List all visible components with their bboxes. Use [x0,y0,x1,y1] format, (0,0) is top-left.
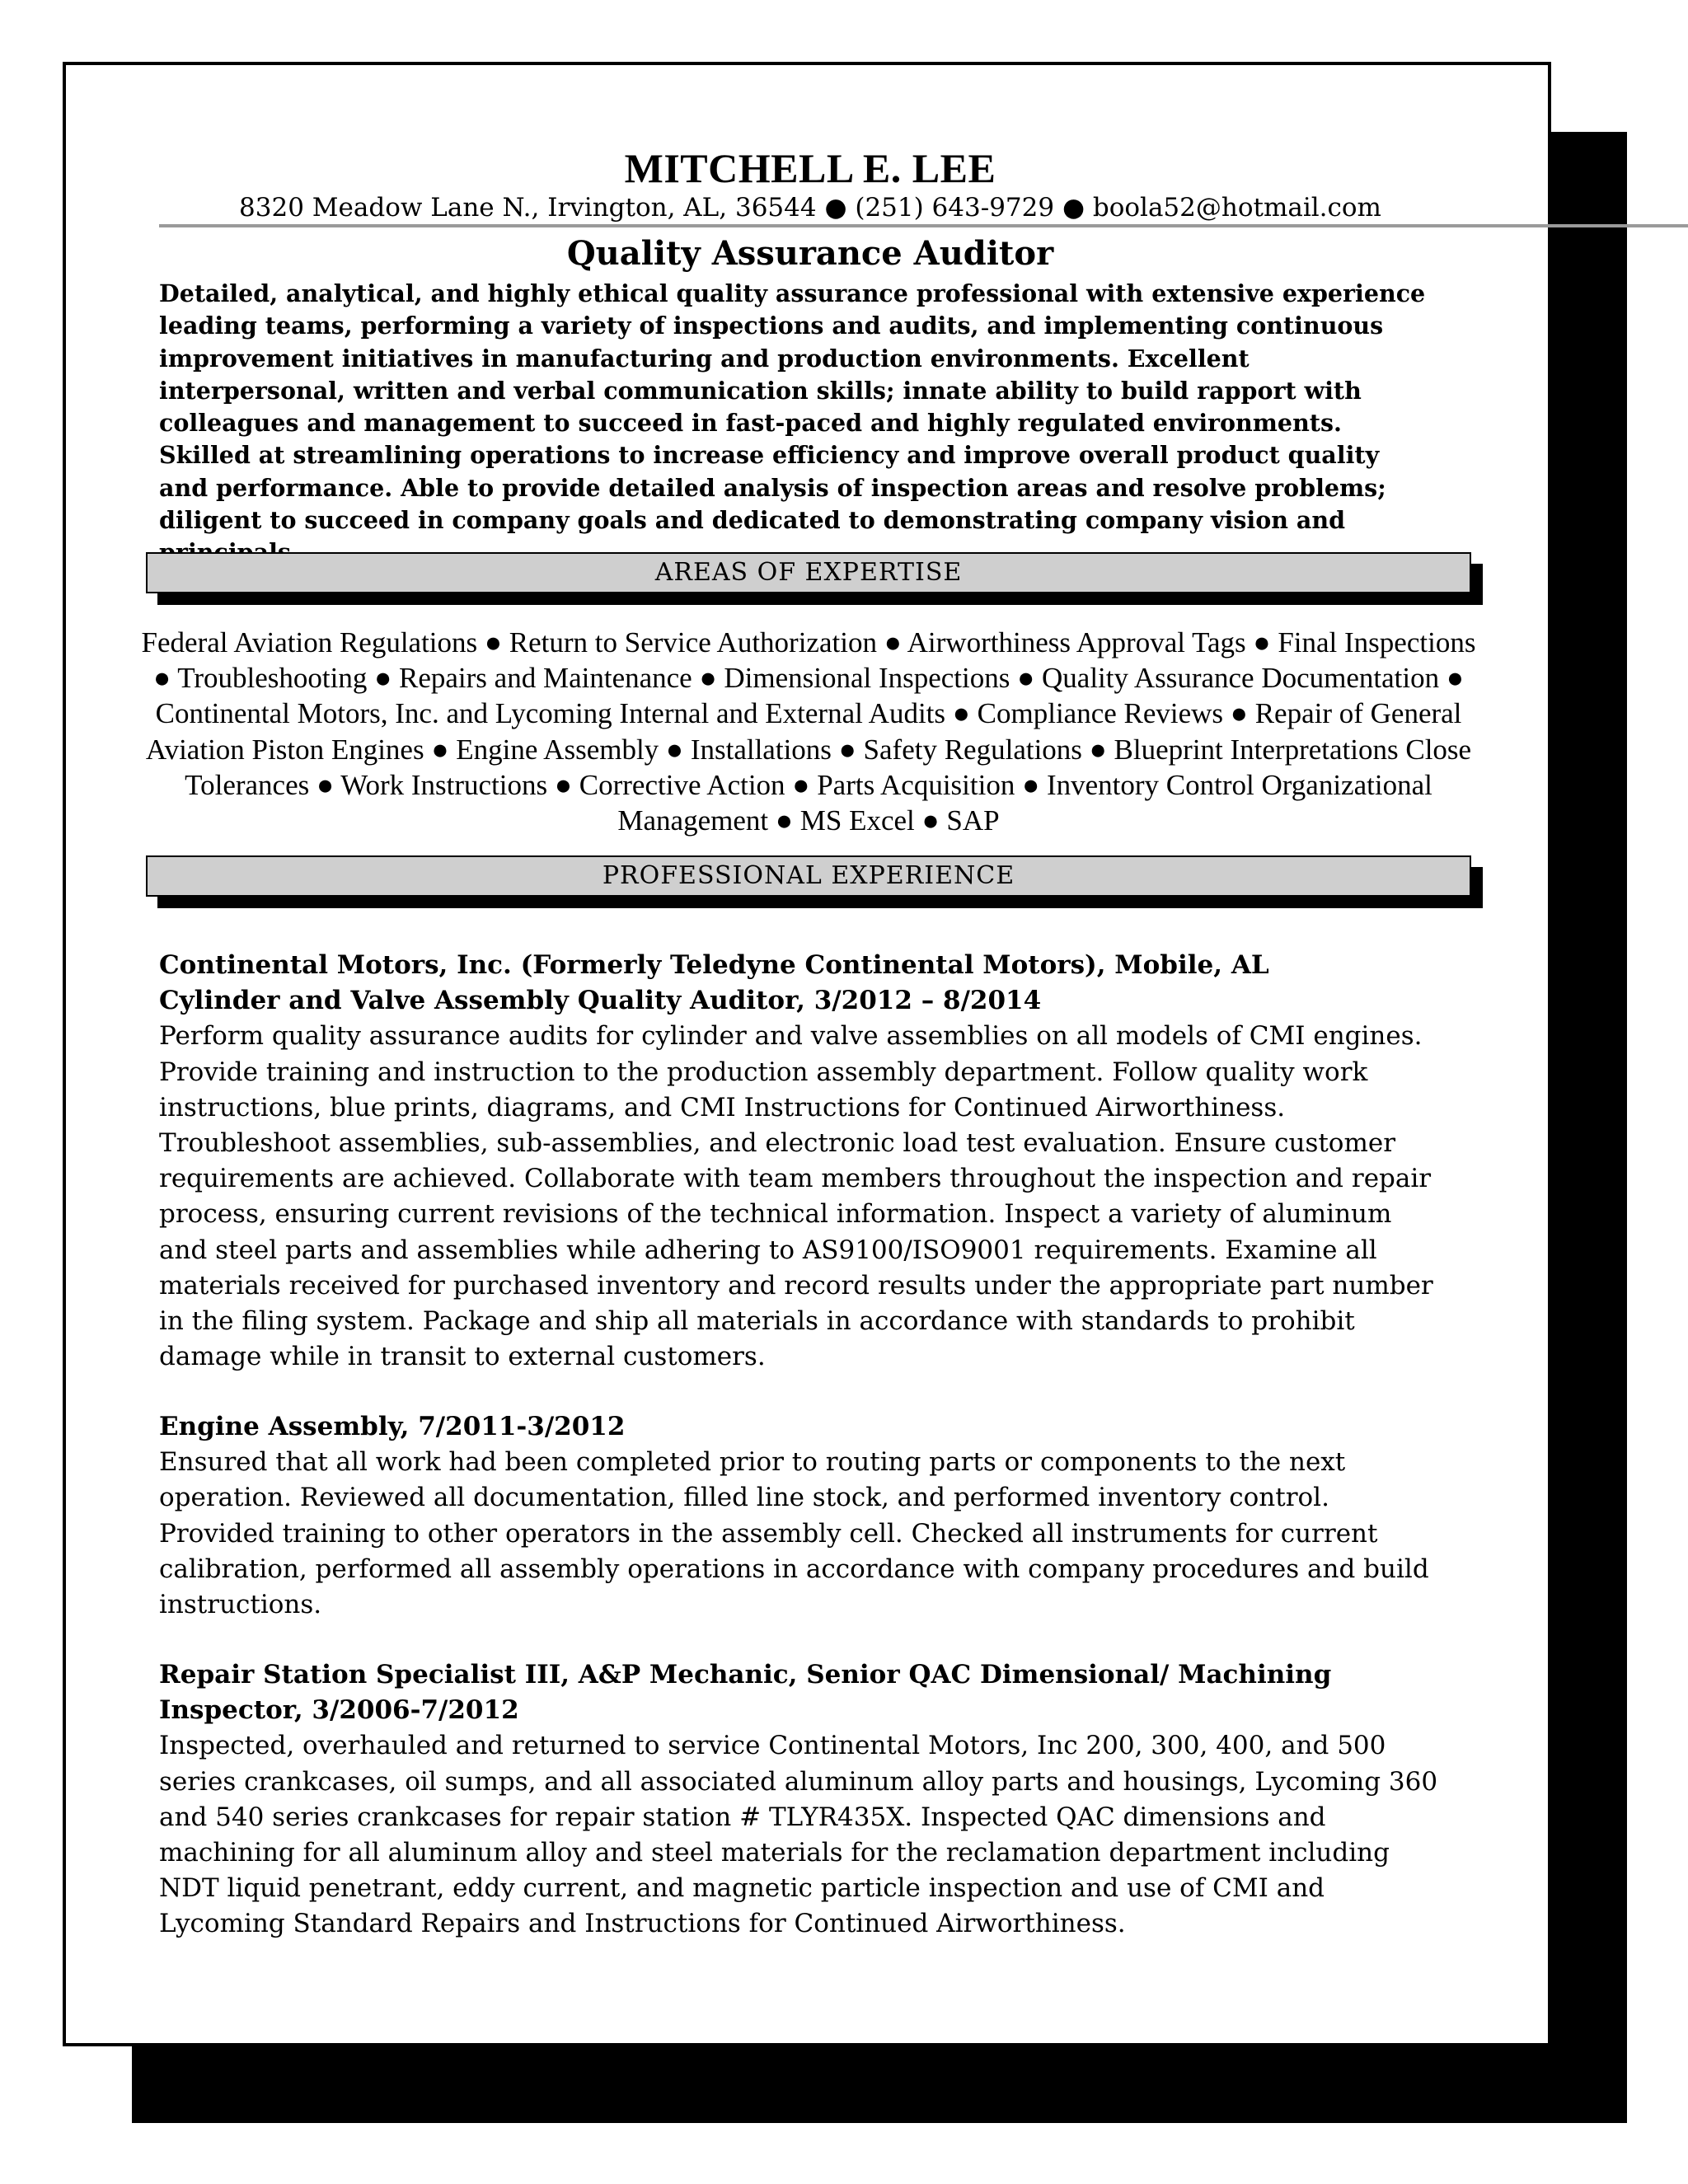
expertise-list: Federal Aviation Regulations ● Return to Service Authorization ● Airworthiness Approval Tags ● Final Inspections ● Troubleshooting ● Repairs and Maintenance ● Dimensional Inspections ● Quality Assurance Documentation ● Continental Motors, Inc. and Lycoming Internal and External Audits ● Compliance Reviews ● Repair of General Aviation Piston Engines ● Engine Assembly ● Installations ● Safety Regulations ● Blueprint Interpretations Close Tolerances ● Work Instructions ● Corrective Action ● Parts Acquisition ● Inventory Control Organizational Management ● MS Excel ● SAP [141,626,1476,837]
job-description: Inspected, overhauled and returned to service Continental Motors, Inc 200, 300, 400, and 500 series crankcases, oil sumps, and all associated aluminum alloy parts and housings, Lycoming 360 and 540 series crankcases for repair station # TLYR435X. Inspected QAC dimensions and machining for all aluminum alloy and steel materials for the reclamation department including NDT liquid penetrant, eddy current, and magnetic particle inspection and use of CMI and Lycoming Standard Repairs and Instructions for Continued Airworthiness. [159,1731,1438,1939]
contact-line: 8320 Meadow Lane N., Irvington, AL, 36544 ● (251) 643-9729 ● boola52@hotmail.com [239,193,1381,223]
job-title: Engine Assembly, 7/2011-3/2012 [159,1412,626,1441]
section-header-expertise: AREAS OF EXPERTISE [146,552,1471,593]
headline-title: Quality Assurance Auditor [566,234,1054,273]
job-description: Ensured that all work had been completed prior to routing parts or components to the next operation. Reviewed all documentation, filled line stock, and performed inventory control. Provided training to other operators in the assembly cell. Checked all instruments for current calibration, performed all assembly operations in accordance with company procedures and build instructions. [159,1447,1429,1620]
job-description: Perform quality assurance audits for cylinder and valve assemblies on all models of CMI engines. Provide training and instruction to the production assembly department. Follow quality work instructions, blue prints, diagrams, and CMI Instructions for Continued Airworthiness. Troubleshoot assemblies, sub-assemblies, and electronic load test evaluation. Ensure customer requirements are achieved. Collaborate with team members throughout the inspection and repair process, ensuring current revisions of the technical information. Inspect a variety of aluminum and steel parts and assemblies while adhering to AS9100/ISO9001 requirements. Examine all materials received for purchased inventory and record results under the appropriate part number in the filing system. Package and ship all materials in accordance with standards to prohibit damage while in transit to external customers. [159,1021,1433,1372]
candidate-name: MITCHELL E. LEE [624,145,996,191]
job-company: Continental Motors, Inc. (Formerly Teledyne Continental Motors), Mobile, AL [159,950,1269,980]
job-entry-repair-station [159,1657,1445,1943]
professional-summary: Detailed, analytical, and highly ethical quality assurance professional with extensive experience leading teams, performing a variety of inspections and audits, and implementing continuous improvement initiatives in manufacturing and production environments. Excellent interpersonal, written and verbal communication skills; innate ability to build rapport with colleagues and management to succeed in fast-paced and highly regulated environments. Skilled at streamlining operations to increase efficiency and improve overall product quality and performance. Able to provide detailed analysis of inspection areas and resolve problems; diligent to succeed in company goals and dedicated to demonstrating company vision and [159,279,1426,535]
section-header-experience: PROFESSIONAL EXPERIENCE [146,855,1471,897]
job-entry-continental [159,948,1445,1375]
job-title: Cylinder and Valve Assembly Quality Auditor, 3/2012 – 8/2014 [159,986,1042,1016]
job-entry-engine-assembly [159,1409,1445,1623]
contact-divider-line [159,224,1688,227]
job-title: Repair Station Specialist III, A&P Mechanic, Senior QAC Dimensional/ Machining Inspector, 3/2006-7/2012 [159,1660,1332,1726]
